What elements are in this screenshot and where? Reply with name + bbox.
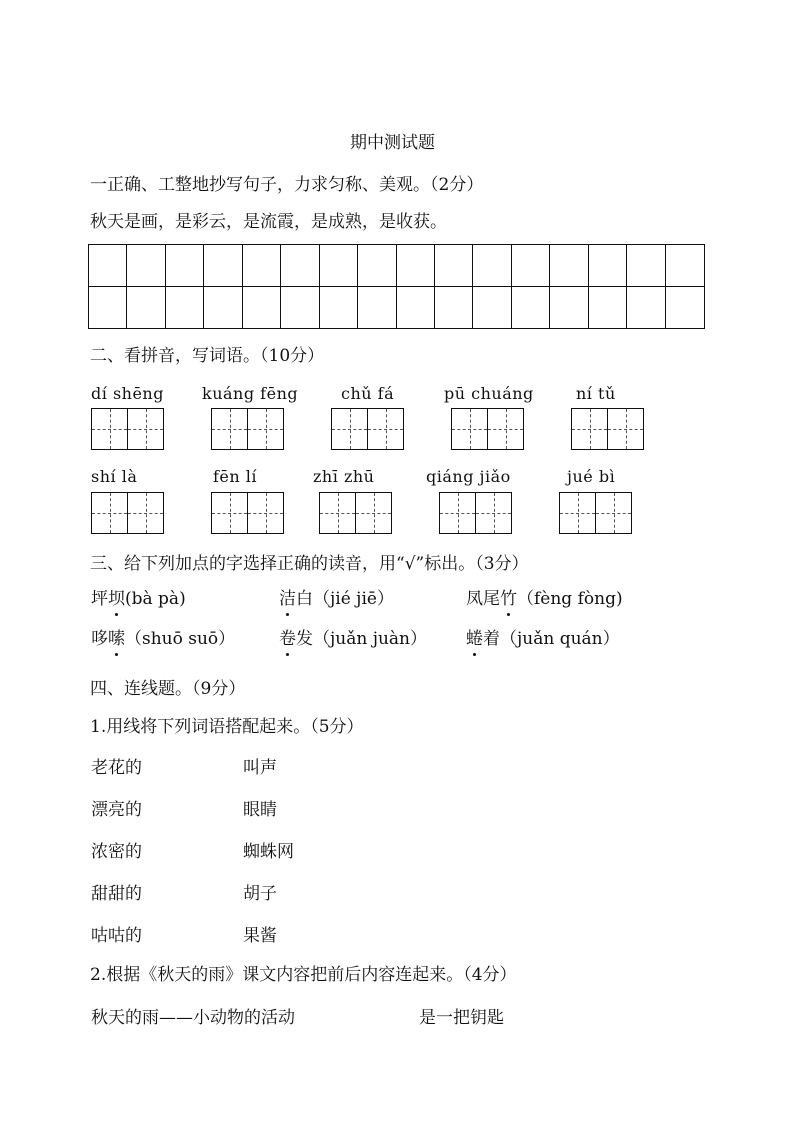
pinyin-options: （shuō suō）: [125, 629, 236, 649]
dotted-char: 竹: [500, 589, 517, 609]
writing-box[interactable]: [211, 408, 284, 450]
dotted-char: 蜷: [466, 629, 483, 649]
pinyin-label: pū chuáng: [444, 384, 534, 403]
copy-grid-cell[interactable]: [397, 287, 435, 329]
word-part: 坪: [91, 589, 108, 609]
match-right-item[interactable]: 果酱: [243, 926, 277, 946]
match-left-item[interactable]: 老花的: [91, 758, 142, 778]
match-left-item[interactable]: 甜甜的: [91, 884, 142, 904]
copy-grid-cell[interactable]: [204, 287, 242, 329]
copy-grid-cell[interactable]: [127, 287, 165, 329]
pinyin-options: (bà pà): [125, 589, 186, 609]
pinyin-options: （fèng fòng): [517, 589, 623, 609]
copy-grid-cell[interactable]: [281, 245, 319, 287]
copy-grid-cell[interactable]: [512, 287, 550, 329]
section3-heading: 三、给下列加点的字选择正确的读音，用“√”标出。（3分）: [90, 554, 529, 574]
pinyin-label: jué bì: [567, 467, 616, 486]
copy-grid-cell[interactable]: [589, 245, 627, 287]
pinyin-label: zhī zhū: [313, 467, 375, 486]
reading-choice[interactable]: [466, 628, 620, 650]
writing-box[interactable]: [559, 492, 632, 534]
section4-heading: 四、连线题。（9分）: [90, 679, 246, 699]
copy-grid-cell[interactable]: [550, 245, 588, 287]
copy-grid-cell[interactable]: [358, 287, 396, 329]
copy-grid-cell[interactable]: [473, 287, 511, 329]
copy-grid-cell[interactable]: [435, 245, 473, 287]
writing-box[interactable]: [91, 492, 164, 534]
match-right-item[interactable]: 叫声: [243, 758, 277, 778]
dotted-char: 卷: [279, 629, 296, 649]
match-right-item[interactable]: 胡子: [243, 884, 277, 904]
match-right-item[interactable]: 眼睛: [243, 800, 277, 820]
pinyin-label: shí là: [91, 467, 138, 486]
copy-grid-cell[interactable]: [166, 245, 204, 287]
copy-grid-cell[interactable]: [89, 287, 127, 329]
copy-grid-cell[interactable]: [435, 287, 473, 329]
pinyin-options: （juǎn quán）: [500, 629, 620, 649]
copy-grid-cell[interactable]: [666, 245, 704, 287]
dotted-char: 洁: [279, 589, 296, 609]
copy-grid-cell[interactable]: [320, 287, 358, 329]
word-part: 凤尾: [466, 589, 500, 609]
writing-box[interactable]: [91, 408, 164, 450]
copy-grid-cell[interactable]: [243, 245, 281, 287]
copy-grid-cell[interactable]: [666, 287, 704, 329]
reading-choice[interactable]: [91, 628, 235, 650]
writing-box[interactable]: [451, 408, 524, 450]
copy-grid-cell[interactable]: [243, 287, 281, 329]
copy-grid-cell[interactable]: [358, 245, 396, 287]
pinyin-label: kuáng fēng: [202, 384, 299, 403]
writing-box[interactable]: [319, 492, 392, 534]
pinyin-label: fēn lí: [213, 467, 258, 486]
reading-choice[interactable]: [279, 588, 394, 610]
pinyin-options: （juǎn juàn）: [313, 629, 428, 649]
writing-box[interactable]: [211, 492, 284, 534]
copy-grid-cell[interactable]: [627, 287, 665, 329]
copy-sentence: 秋天是画，是彩云，是流霞，是成熟，是收获。: [90, 212, 447, 232]
pinyin-label: dí shēng: [91, 384, 164, 403]
copy-grid-cell[interactable]: [550, 287, 588, 329]
word-part: 哆: [91, 629, 108, 649]
word-part: 白: [296, 589, 313, 609]
match-left-item[interactable]: 漂亮的: [91, 800, 142, 820]
dotted-char: 嗦: [108, 629, 125, 649]
copy-grid-cell[interactable]: [589, 287, 627, 329]
section2-heading: 二、看拼音，写词语。（10分）: [90, 346, 325, 366]
match-left-item[interactable]: 咕咕的: [91, 926, 142, 946]
match-left-item[interactable]: 浓密的: [91, 842, 142, 862]
copy-grid-cell[interactable]: [204, 245, 242, 287]
section1-heading: 一正确、工整地抄写句子，力求匀称、美观。（2分）: [90, 175, 484, 195]
match-right-item[interactable]: 蜘蛛网: [243, 842, 294, 862]
pinyin-label: qiáng jiǎo: [426, 467, 511, 486]
q1-heading: 1.用线将下列词语搭配起来。（5分）: [90, 717, 364, 737]
page-title: 期中测试题: [350, 133, 435, 153]
reading-choice[interactable]: [279, 628, 427, 650]
reading-choice[interactable]: [91, 588, 186, 610]
writing-box[interactable]: [439, 492, 512, 534]
copy-grid-cell[interactable]: [473, 245, 511, 287]
reading-choice[interactable]: [466, 588, 623, 610]
copy-grid-cell[interactable]: [627, 245, 665, 287]
copy-grid-cell[interactable]: [127, 245, 165, 287]
copy-writing-grid[interactable]: [88, 244, 705, 329]
writing-box[interactable]: [571, 408, 644, 450]
copy-grid-cell[interactable]: [89, 245, 127, 287]
writing-box[interactable]: [331, 408, 404, 450]
match-left-item[interactable]: 秋天的雨——小动物的活动: [91, 1008, 295, 1028]
copy-grid-cell[interactable]: [397, 245, 435, 287]
dotted-char: 坝: [108, 589, 125, 609]
pinyin-label: ní tǔ: [576, 384, 616, 403]
copy-grid-cell[interactable]: [320, 245, 358, 287]
match-right-item[interactable]: 是一把钥匙: [419, 1008, 504, 1028]
word-part: 着: [483, 629, 500, 649]
copy-grid-cell[interactable]: [281, 287, 319, 329]
word-part: 发: [296, 629, 313, 649]
pinyin-label: chǔ fá: [341, 384, 395, 403]
q2-heading: 2.根据《秋天的雨》课文内容把前后内容连起来。（4分）: [90, 965, 517, 985]
copy-grid-cell[interactable]: [512, 245, 550, 287]
copy-grid-cell[interactable]: [166, 287, 204, 329]
pinyin-options: （jié jiē）: [313, 589, 394, 609]
